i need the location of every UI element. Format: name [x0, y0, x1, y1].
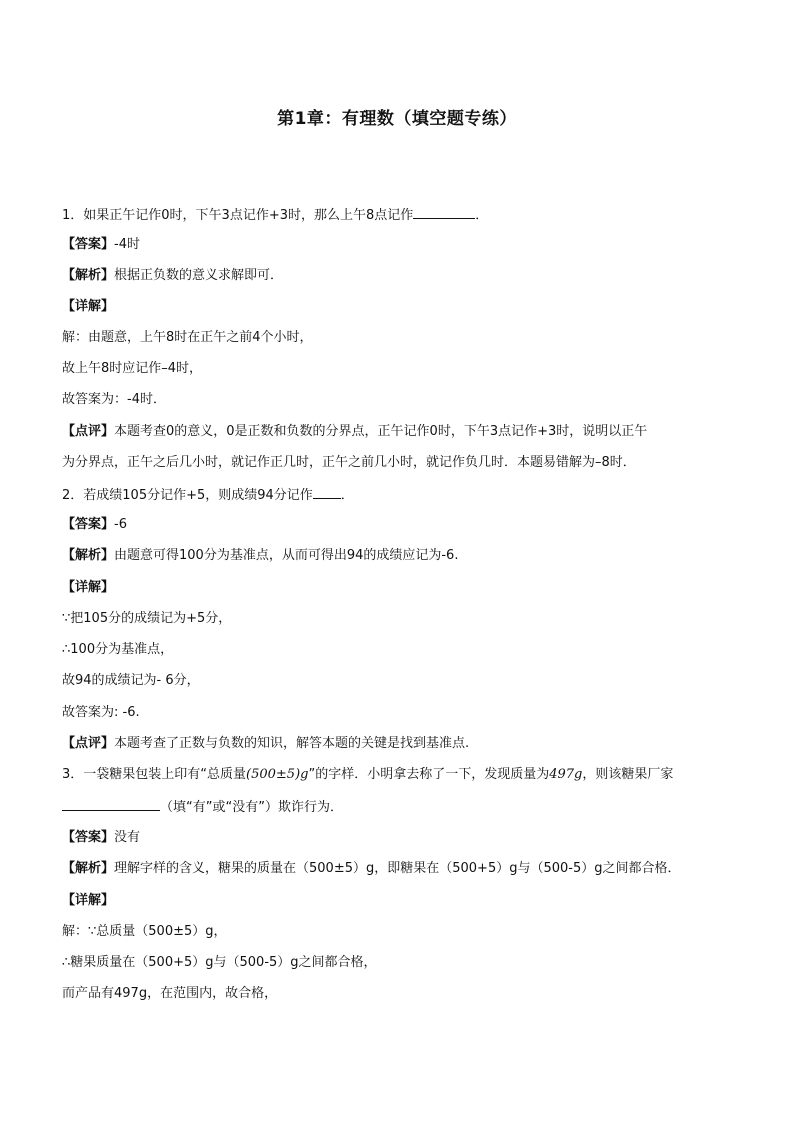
q3-detail-tag [62, 892, 742, 910]
q3-answer-blank [62, 797, 160, 811]
q1-comment-line-1 [62, 423, 742, 441]
q2-detail-line-1: ∵把105分的成绩记为+5分， [62, 611, 232, 626]
q3-question-line-2 [62, 797, 742, 817]
q1-detail-tag [62, 298, 742, 316]
q1-analysis-text: 根据正负数的意义求解即可． [114, 268, 284, 283]
q3-question-end: ，则该糖果厂家 [582, 767, 674, 782]
q3-question-line-2-text: （填“有”或“没有”）欺诈行为． [160, 800, 343, 815]
q1-detail-line-1: 解：由题意，上午8时在正午之前4个小时， [62, 330, 313, 345]
q2-detail-tag [62, 579, 742, 597]
answer-tag: 【答案】 [62, 830, 115, 845]
answer-tag: 【答案】 [62, 517, 115, 532]
q1-detail-line-2: 故上午8时应记作–4时， [62, 361, 203, 376]
q1-answer-blank [413, 205, 475, 219]
detail-tag: 【详解】 [62, 299, 115, 314]
detail-tag: 【详解】 [62, 580, 115, 595]
comment-tag: 【点评】 [62, 424, 115, 439]
detail-tag: 【详解】 [62, 893, 115, 908]
q2-answer-blank [313, 485, 341, 499]
q3-math-measured-mass: 497g [549, 767, 583, 782]
q2-answer-text: -6 [114, 517, 127, 532]
q2-question-end: ． [340, 488, 354, 503]
q2-detail-line-2: ∴100分为基准点， [62, 642, 174, 657]
q2-comment [62, 735, 742, 753]
q3-analysis [62, 860, 742, 878]
q3-answer [62, 829, 742, 847]
q2-question-text: 2．若成绩105分记作+5，则成绩94分记作 [62, 488, 313, 503]
q1-comment-line-2: 为分界点，正午之后几小时，就记作正几时，正午之前几小时，就记作负几时．本题易错解为–8时． [62, 455, 636, 470]
q3-math-total-mass: (500±5)g [246, 767, 309, 782]
q2-comment-text: 本题考查了正数与负数的知识，解答本题的关键是找到基准点. [114, 736, 470, 751]
q2-question [62, 485, 742, 505]
q3-question-line-1 [62, 766, 742, 784]
q2-detail-line-4: 故答案为: -6. [62, 705, 140, 720]
q3-analysis-text: 理解字样的含义，糖果的质量在（500±5）g，即糖果在（500+5）g与（500-5）g之间都合格． [114, 861, 681, 876]
comment-tag: 【点评】 [62, 736, 115, 751]
q3-detail-line-3: 而产品有497g，在范围内，故合格， [62, 986, 278, 1001]
q1-question-end: ． [475, 208, 489, 223]
q2-analysis-text: 由题意可得100分为基准点，从而可得出94的成绩应记为-6. [114, 548, 459, 563]
q2-analysis [62, 547, 742, 565]
q1-detail-line-3: 故答案为：-4时． [62, 392, 166, 407]
analysis-tag: 【解析】 [62, 861, 115, 876]
q3-answer-text: 没有 [114, 830, 141, 845]
answer-tag: 【答案】 [62, 237, 115, 252]
analysis-tag: 【解析】 [62, 548, 115, 563]
q1-comment-text-1: 本题考查0的意义，0是正数和负数的分界点，正午记作0时，下午3点记作+3时，说明以正午 [114, 424, 648, 439]
q2-answer [62, 516, 742, 534]
q3-question-mid: ”的字样．小明拿去称了一下，发现质量为 [308, 767, 550, 782]
page-title: 第1章：有理数（填空题专练） [277, 109, 517, 129]
q2-detail-line-3: 故94的成绩记为- 6分， [62, 673, 200, 688]
analysis-tag: 【解析】 [62, 268, 115, 283]
q1-analysis [62, 267, 742, 285]
q1-answer [62, 236, 742, 254]
q1-question [62, 205, 742, 225]
q3-question-text: 3．一袋糖果包装上印有“总质量 [62, 767, 247, 782]
q3-detail-line-2: ∴糖果质量在（500+5）g与（500-5）g之间都合格， [62, 955, 377, 970]
q3-detail-line-1: 解：∵总质量（500±5）g， [62, 924, 227, 939]
q1-answer-text: -4时 [114, 237, 140, 252]
q1-question-text: 1．如果正午记作0时，下午3点记作+3时，那么上午8点记作 [62, 208, 414, 223]
